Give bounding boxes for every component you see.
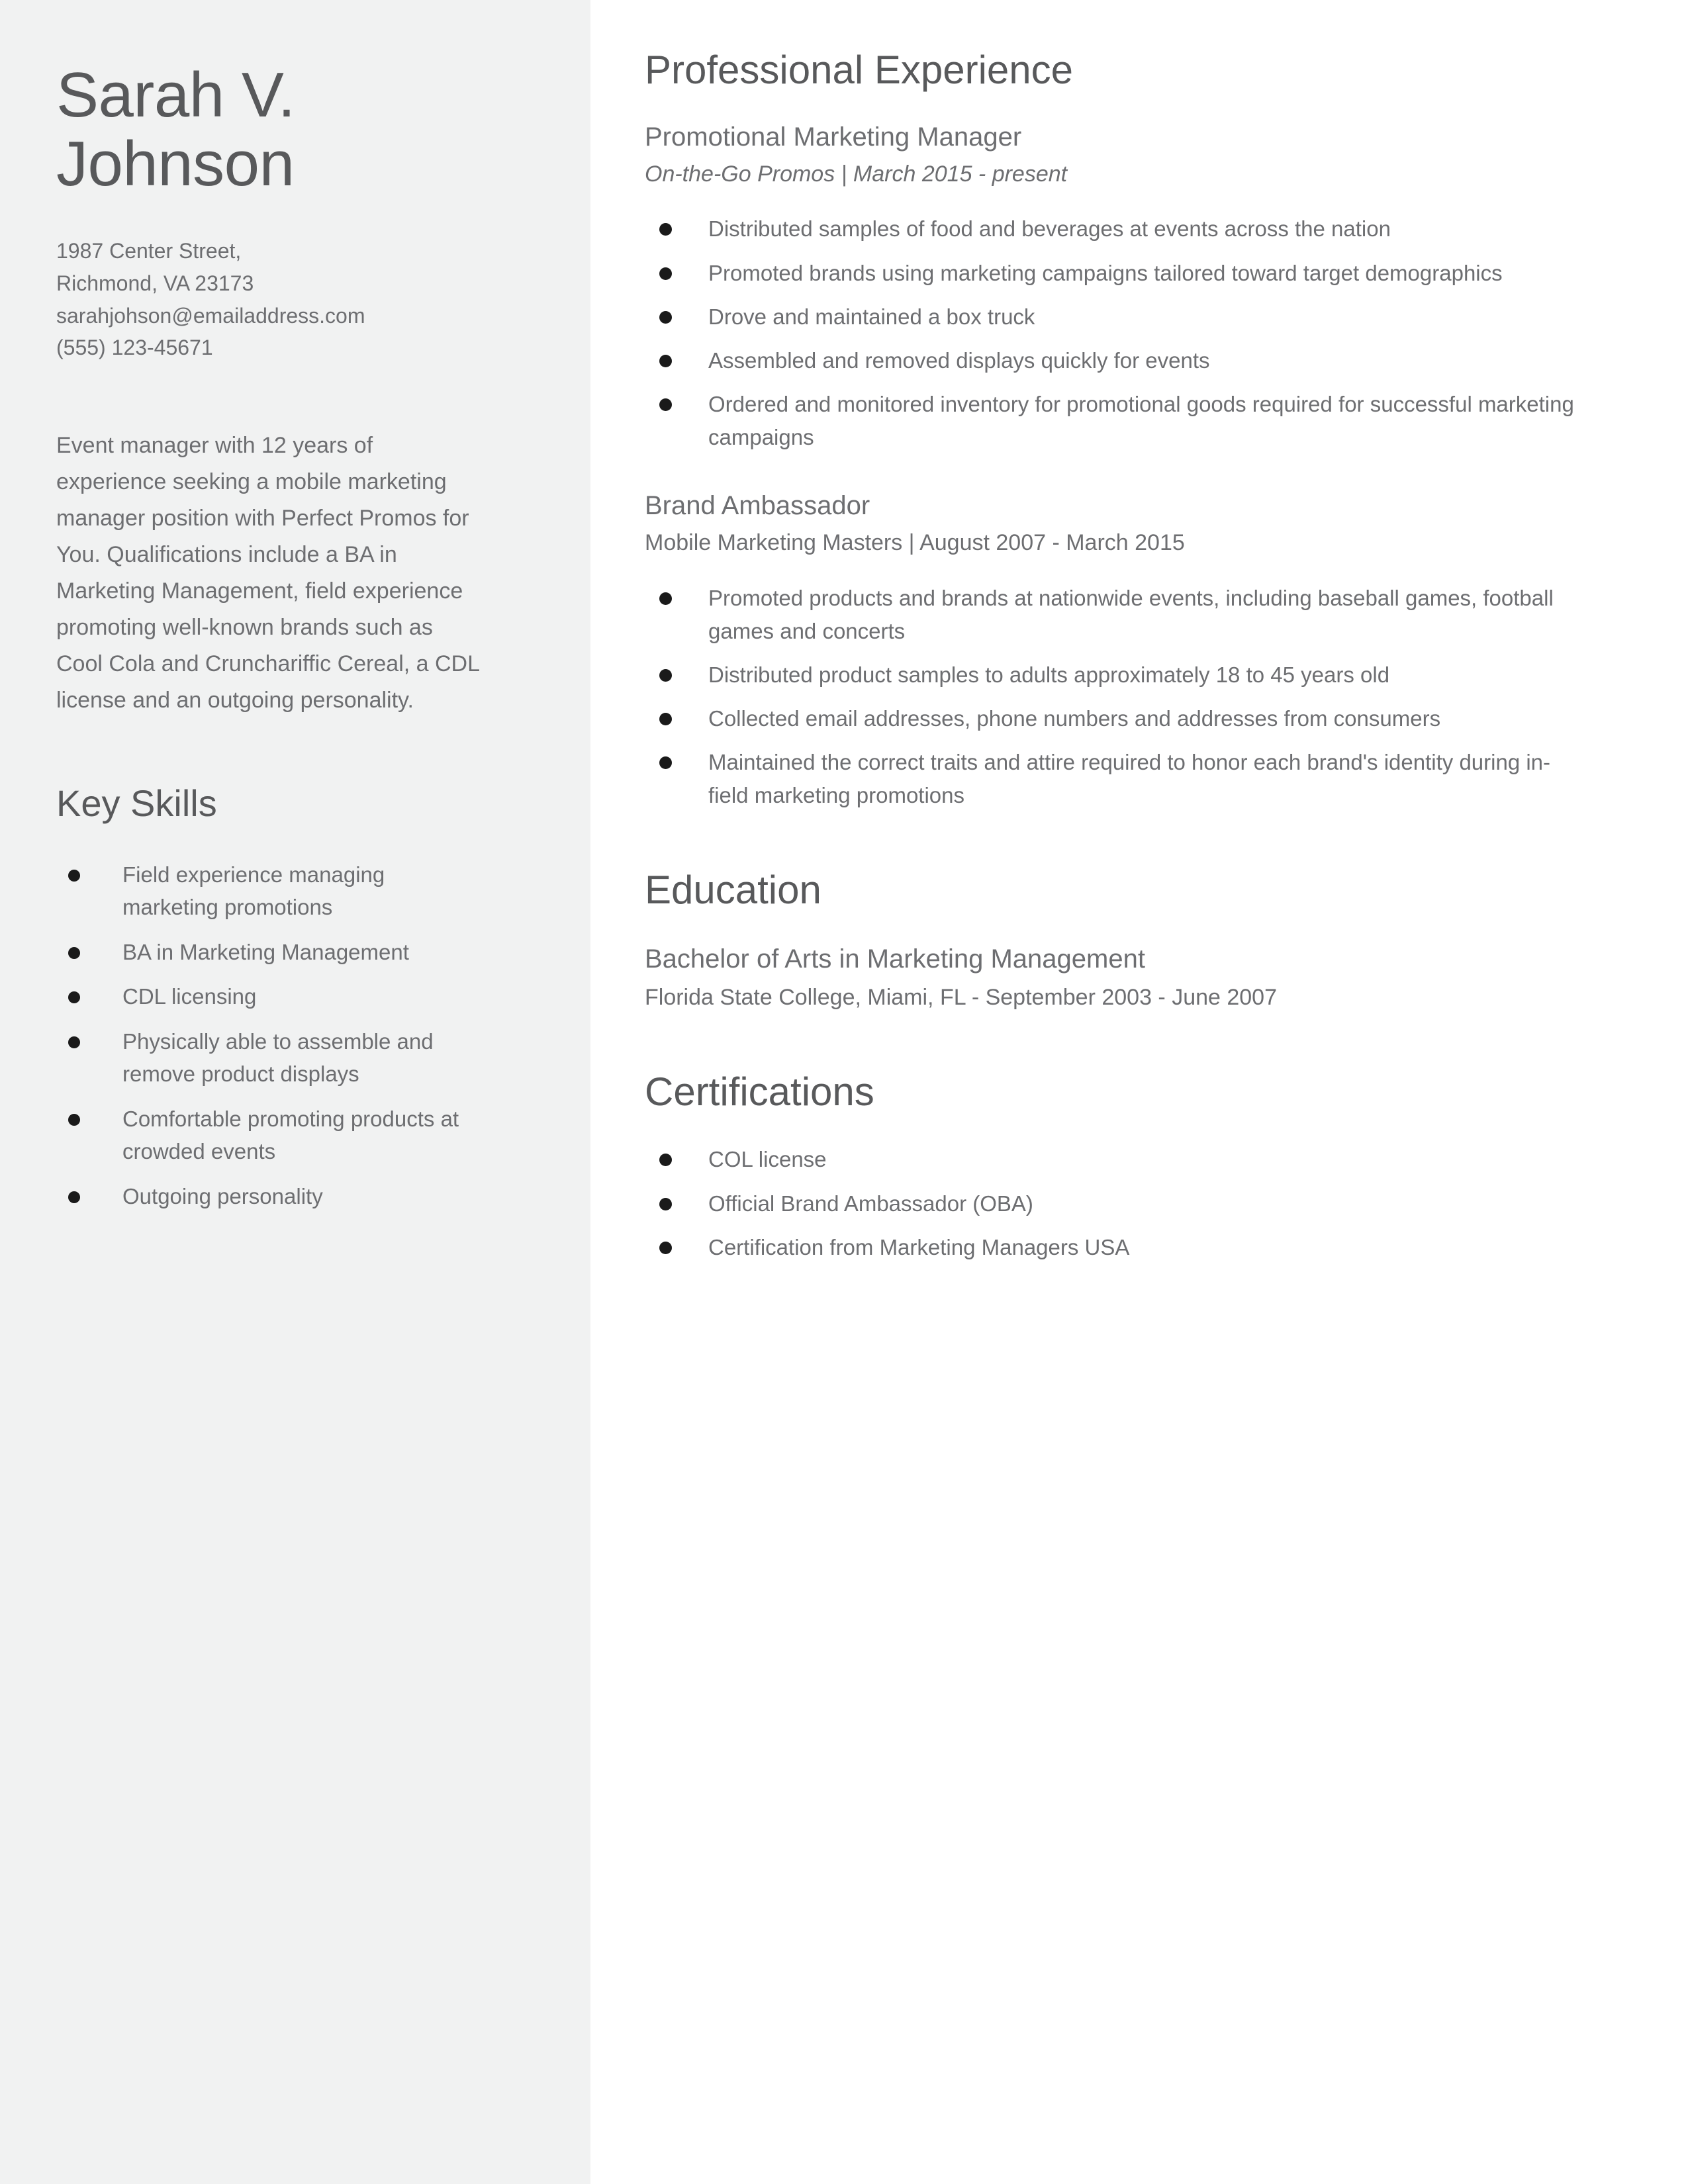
sidebar (0, 0, 590, 2184)
job-entry (645, 488, 1589, 812)
job-title: Promotional Marketing Manager (645, 122, 1022, 152)
name-line-first: Sarah V. (56, 60, 295, 130)
list-item: Distributed product samples to adults approximately 18 to 45 years old (645, 659, 1589, 692)
main-content (590, 0, 1688, 2184)
education-degree: Bachelor of Arts in Marketing Management (645, 944, 1145, 974)
list-item: Drove and maintained a box truck (645, 300, 1589, 334)
name-line-last: Johnson (56, 128, 295, 199)
contact-info (56, 235, 539, 364)
list-item: Promoted products and brands at nationwide events, including baseball games, football games and concerts (645, 582, 1589, 648)
education-section (645, 868, 1589, 1013)
key-skills-list (56, 858, 539, 1213)
professional-experience-section (645, 48, 1589, 812)
certifications-section (645, 1069, 1589, 1264)
summary-text: Event manager with 12 years of experience seeking a mobile marketing manager position with Perfect Promos for You. Qualifications include a BA in Marketing Management, field experience promoting well-known brands such as Cool Cola and Crunchariffic Cereal, a CDL license and an outgoing personality. (56, 432, 479, 713)
list-item: Comfortable promoting products at crowded events (56, 1103, 480, 1168)
list-item: Outgoing personality (56, 1180, 480, 1213)
job-company-dates: Mobile Marketing Masters | August 2007 - March 2015 (645, 530, 1185, 556)
list-item: Maintained the correct traits and attire required to honor each brand's identity during in-field marketing promotions (645, 746, 1589, 812)
list-item: Certification from Marketing Managers USA (645, 1231, 1589, 1264)
job-company-dates: On-the-Go Promos | March 2015 - present (645, 161, 1068, 187)
candidate-name (56, 61, 539, 198)
list-item: Physically able to assemble and remove product displays (56, 1025, 480, 1091)
professional-experience-heading: Professional Experience (645, 48, 1074, 92)
list-item: CDL licensing (56, 980, 480, 1013)
list-item: Distributed samples of food and beverages at events across the nation (645, 212, 1589, 246)
key-skills-heading: Key Skills (56, 782, 217, 825)
job-responsibilities-list (645, 582, 1589, 813)
contact-street: 1987 Center Street, (56, 239, 242, 263)
list-item: Promoted brands using marketing campaigns tailored toward target demographics (645, 257, 1589, 290)
list-item: COL license (645, 1143, 1589, 1176)
list-item: Ordered and monitored inventory for promotional goods required for successful marketing campaigns (645, 388, 1589, 454)
job-responsibilities-list (645, 212, 1589, 454)
contact-phone[interactable]: (555) 123-45671 (56, 336, 213, 360)
list-item: BA in Marketing Management (56, 936, 480, 969)
list-item: Collected email addresses, phone numbers and addresses from consumers (645, 702, 1589, 735)
list-item: Assembled and removed displays quickly for events (645, 344, 1589, 377)
job-title: Brand Ambassador (645, 491, 870, 521)
key-skills-section (56, 782, 539, 1212)
education-entry (645, 942, 1589, 1013)
professional-summary (56, 428, 480, 719)
education-heading: Education (645, 868, 821, 913)
contact-city-state-zip: Richmond, VA 23173 (56, 271, 254, 295)
education-school-dates: Florida State College, Miami, FL - September 2003 - June 2007 (645, 985, 1278, 1011)
job-entry (645, 120, 1589, 454)
certifications-heading: Certifications (645, 1069, 874, 1115)
certifications-list (645, 1143, 1589, 1263)
contact-email[interactable]: sarahjohson@emailaddress.com (56, 303, 365, 328)
list-item: Official Brand Ambassador (OBA) (645, 1187, 1589, 1220)
list-item: Field experience managing marketing promotions (56, 858, 480, 924)
